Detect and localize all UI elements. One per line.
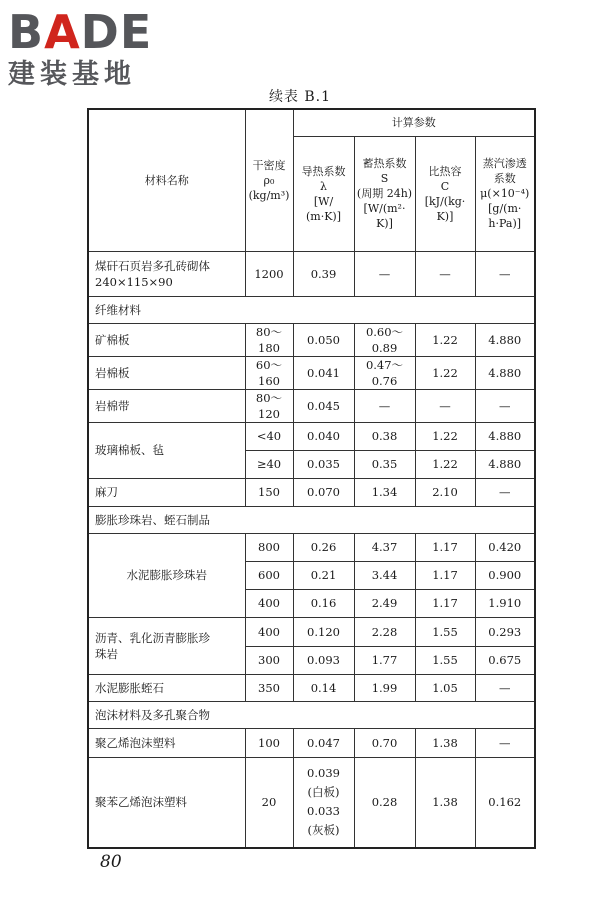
table-row: 聚苯乙烯泡沫塑料 20 0.039 (白板) 0.033 (灰板) 0.28 1.38 0.162	[88, 757, 535, 848]
table-row: 水泥膨胀蛭石 350 0.14 1.99 1.05 —	[88, 674, 535, 701]
logo-wordmark: BADE	[8, 5, 153, 59]
table-row: 矿棉板 80～180 0.050 0.60～0.89 1.22 4.880	[88, 323, 535, 356]
bade-logo	[8, 6, 183, 98]
logo-subtitle: 建装基地	[8, 59, 136, 90]
header-calc-params: 计算参数	[293, 109, 535, 136]
table-row: ≥40 0.035 0.35 1.22 4.880	[88, 450, 535, 478]
header-density: 干密度 ρ₀ (kg/m³)	[245, 109, 293, 251]
category-row: 泡沫材料及多孔聚合物	[88, 701, 535, 728]
header-conductivity: 导热系数 λ [W/ (m·K)]	[293, 136, 354, 251]
table-title: 续表 B.1	[268, 89, 332, 105]
material-properties-table	[87, 108, 536, 849]
table-row: 岩棉板 60～160 0.041 0.47～0.76 1.22 4.880	[88, 356, 535, 389]
header-specific-heat: 比热容 C [kJ/(kg· K)]	[415, 136, 475, 251]
header-material: 材料名称	[88, 109, 245, 251]
table-row: 水泥膨胀珍珠岩 800 0.26 4.37 1.17 0.420	[88, 533, 535, 561]
category-row: 膨胀珍珠岩、蛭石制品	[88, 506, 535, 533]
table-row: 600 0.21 3.44 1.17 0.900	[88, 561, 535, 589]
table-row: 沥青、乳化沥青膨胀珍 珠岩 400 0.120 2.28 1.55 0.293	[88, 617, 535, 646]
table-row: 400 0.16 2.49 1.17 1.910	[88, 589, 535, 617]
category-row: 纤维材料	[88, 296, 535, 323]
table-row: 煤矸石页岩多孔砖砌体 240×115×90 1200 0.39 — — —	[88, 251, 535, 296]
header-vapor-permeability: 蒸汽渗透 系数 μ(×10⁻⁴) [g/(m· h·Pa)]	[475, 136, 535, 251]
table-row: 麻刀 150 0.070 1.34 2.10 —	[88, 478, 535, 506]
page-number: 80	[100, 852, 122, 872]
header-heat-storage: 蓄热系数 S (周期 24h) [W/(m²· K)]	[354, 136, 415, 251]
table-row: 玻璃棉板、毡 <40 0.040 0.38 1.22 4.880	[88, 422, 535, 450]
table-row: 300 0.093 1.77 1.55 0.675	[88, 646, 535, 674]
table-row: 岩棉带 80～120 0.045 — — —	[88, 389, 535, 422]
table-row: 聚乙烯泡沫塑料 100 0.047 0.70 1.38 —	[88, 728, 535, 757]
